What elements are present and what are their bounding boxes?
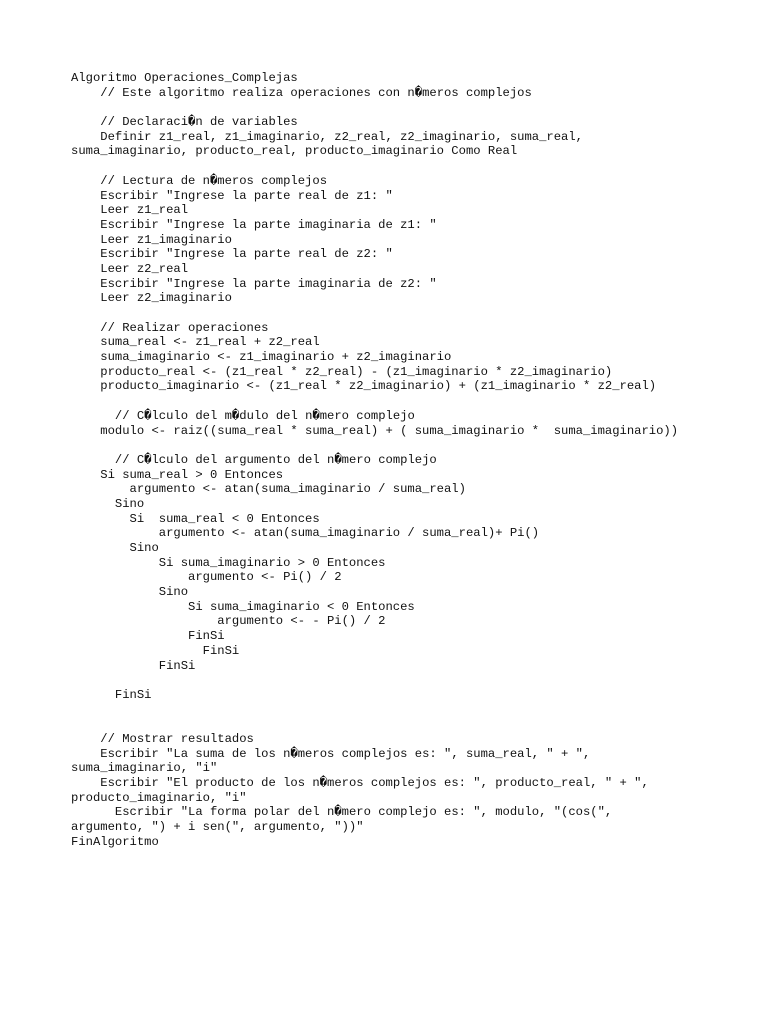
code-line: argumento <- Pi() / 2 [71, 570, 342, 585]
code-line: // Realizar operaciones [71, 320, 269, 335]
code-line: argumento <- atan(suma_imaginario / suma_real)+ Pi() [71, 526, 540, 541]
code-line: Si suma_real > 0 Entonces [71, 467, 284, 482]
code-line: FinAlgoritmo [71, 834, 159, 849]
code-line: suma_real <- z1_real + z2_real [71, 335, 320, 350]
code-line: FinSi [71, 687, 152, 702]
code-line: modulo <- raiz((suma_real * suma_real) + ( suma_imaginario * suma_imaginario)) [71, 423, 679, 438]
code-line: Escribir "Ingrese la parte real de z2: " [71, 247, 393, 262]
code-line: Escribir "Ingrese la parte real de z1: " [71, 188, 393, 203]
code-line: producto_real <- (z1_real * z2_real) - (z1_imaginario * z2_imaginario) [71, 364, 613, 379]
code-line: Definir z1_real, z1_imaginario, z2_real, z2_imaginario, suma_real, [71, 129, 583, 144]
code-line: producto_imaginario <- (z1_real * z2_imaginario) + (z1_imaginario * z2_real) [71, 379, 657, 394]
code-line: argumento <- atan(suma_imaginario / suma_real) [71, 482, 466, 497]
code-line: FinSi [71, 658, 196, 673]
code-line [71, 717, 761, 732]
code-line: Sino [71, 541, 159, 555]
code-line: Escribir "Ingrese la parte imaginaria de z1: " [71, 217, 437, 232]
code-line: argumento <- - Pi() / 2 [71, 614, 386, 629]
code-line: Leer z2_imaginario [71, 291, 232, 306]
code-line: // Lectura de n�meros complejos [71, 173, 328, 188]
code-line: suma_imaginario, producto_real, producto_imaginario Como Real [71, 144, 518, 159]
code-listing [71, 71, 761, 849]
code-line [71, 100, 761, 115]
code-line: Sino [71, 585, 189, 600]
code-line: // C�lculo del argumento del n�mero complejo [71, 452, 437, 467]
code-line [71, 438, 761, 453]
code-line: suma_imaginario, "i" [71, 761, 218, 776]
code-line: argumento, ") + i sen(", argumento, "))" [71, 820, 364, 835]
code-line: Si suma_imaginario > 0 Entonces [71, 555, 386, 570]
code-line: producto_imaginario, "i" [71, 790, 247, 805]
code-line: Escribir "La suma de los n�meros complejos es: ", suma_real, " + ", [71, 746, 591, 761]
code-line: suma_imaginario <- z1_imaginario + z2_imaginario [71, 350, 452, 365]
code-line: // Mostrar resultados [71, 731, 254, 746]
code-line: FinSi [71, 629, 225, 644]
code-line: // Declaraci�n de variables [71, 115, 298, 130]
code-line: // Este algoritmo realiza operaciones con n�meros complejos [71, 85, 532, 100]
code-line: Leer z1_imaginario [71, 232, 232, 247]
code-line: // C�lculo del m�dulo del n�mero complejo [71, 408, 415, 423]
code-line: Escribir "La forma polar del n�mero complejo es: ", modulo, "(cos(", [71, 805, 613, 820]
code-line [71, 394, 761, 409]
code-line: Sino [71, 496, 145, 511]
code-line [71, 306, 761, 321]
code-line: Escribir "El producto de los n�meros complejos es: ", producto_real, " + ", [71, 776, 649, 790]
code-line: Leer z1_real [71, 203, 189, 218]
code-line: Algoritmo Operaciones_Complejas [71, 71, 298, 85]
code-line [71, 703, 761, 718]
code-line [71, 159, 761, 174]
code-line: Escribir "Ingrese la parte imaginaria de z2: " [71, 276, 437, 291]
code-line: Si suma_imaginario < 0 Entonces [71, 599, 415, 614]
code-line [71, 673, 761, 688]
code-line: Leer z2_real [71, 261, 189, 276]
code-line: Si suma_real < 0 Entonces [71, 511, 320, 526]
code-line: FinSi [71, 643, 240, 658]
